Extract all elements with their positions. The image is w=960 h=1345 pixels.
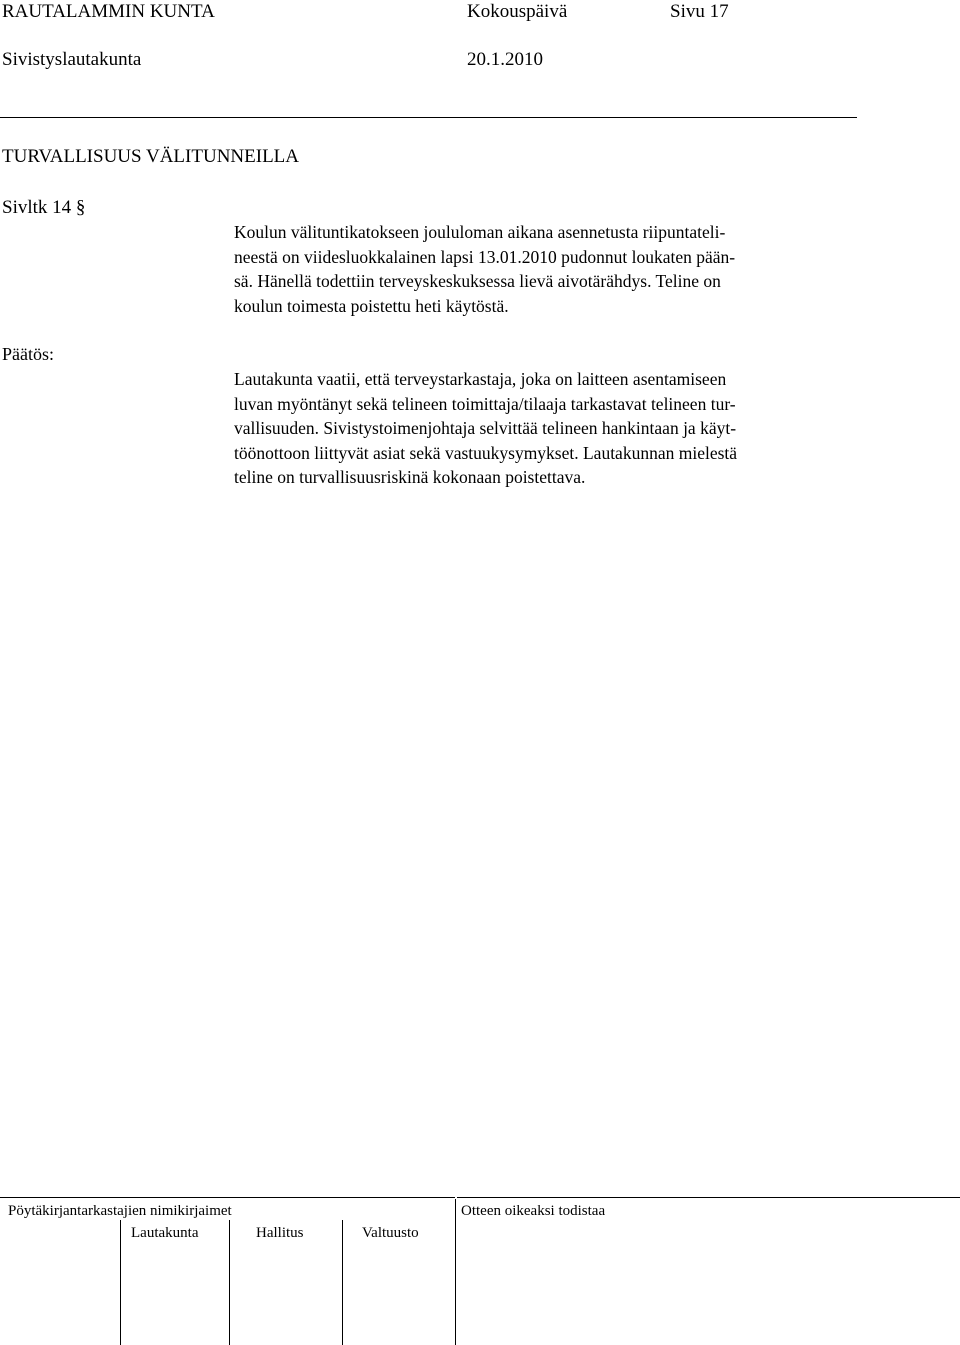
footer-divider: [120, 1220, 121, 1345]
decision-label: Päätös:: [2, 344, 54, 364]
header-rule: [0, 117, 857, 118]
certified-label: Otteen oikeaksi todistaa: [461, 1203, 606, 1219]
description-line: sä. Hänellä todettiin terveyskeskuksessa lievä aivotärähdys. Teline on: [234, 271, 721, 291]
decision-line: luvan myöntänyt sekä telineen toimittaja/tilaaja tarkastavat telineen tur-: [234, 393, 736, 414]
footer-column-government: Hallitus: [256, 1225, 304, 1241]
section-reference: Sivltk 14 §: [2, 197, 86, 218]
footer-divider: [229, 1220, 230, 1345]
description-line: koulun toimesta poistettu heti käytöstä.: [234, 295, 509, 316]
footer-column-council: Valtuusto: [362, 1225, 419, 1241]
meeting-date-label: Kokouspäivä: [467, 1, 568, 22]
signatures-label: Pöytäkirjantarkastajien nimikirjaimet: [8, 1203, 232, 1219]
decision-line: teline on turvallisuusriskinä kokonaan poistettava.: [234, 467, 586, 487]
decision-line: vallisuuden. Sivistystoimenjohtaja selvittää telineen hankintaan ja käyt-: [234, 418, 737, 438]
board-name: Sivistyslautakunta: [2, 49, 142, 70]
decision-line: töönottoon liittyvät asiat sekä vastuukysymykset. Lautakunnan mielestä: [234, 442, 738, 463]
page-number: Sivu 17: [670, 1, 729, 22]
description-line: neestä on viidesluokkalainen lapsi 13.01.2010 pudonnut loukaten pään-: [234, 246, 736, 267]
footer-column-board: Lautakunta: [131, 1225, 199, 1241]
decision-paragraph: [234, 367, 834, 490]
section-title: TURVALLISUUS VÄLITUNNEILLA: [2, 146, 300, 167]
municipality-name: RAUTALAMMIN KUNTA: [2, 1, 215, 22]
footer-divider: [342, 1220, 343, 1345]
footer-rule-right: [457, 1197, 960, 1198]
decision-line: Lautakunta vaatii, että terveystarkastaja, joka on laitteen asentamiseen: [234, 369, 727, 389]
description-line: Koulun välituntikatokseen joululoman aikana asennetusta riipuntateli-: [234, 222, 726, 242]
meeting-date: 20.1.2010: [467, 49, 543, 70]
footer-rule-left: [0, 1197, 455, 1198]
description-paragraph: [234, 220, 834, 318]
footer-divider: [455, 1199, 456, 1345]
